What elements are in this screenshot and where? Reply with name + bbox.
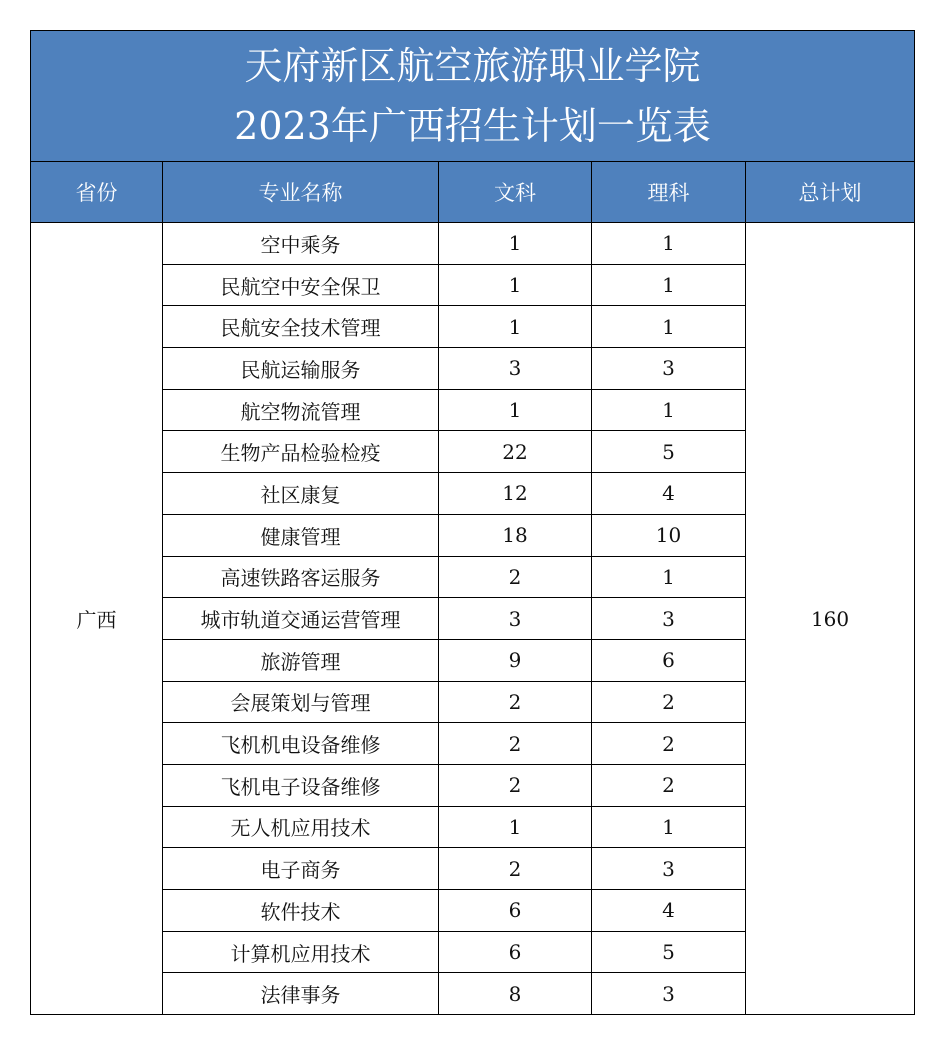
science-cell: 2 <box>592 723 746 765</box>
header-province: 省份 <box>31 162 163 223</box>
major-cell: 城市轨道交通运营管理 <box>163 598 439 640</box>
table-row <box>31 223 915 265</box>
liberal-arts-cell: 1 <box>439 223 592 265</box>
liberal-arts-cell: 18 <box>439 514 592 556</box>
science-cell: 1 <box>592 389 746 431</box>
major-cell: 民航安全技术管理 <box>163 306 439 348</box>
major-cell: 空中乘务 <box>163 223 439 265</box>
table-title <box>31 31 915 162</box>
science-cell: 6 <box>592 639 746 681</box>
science-cell: 3 <box>592 973 746 1015</box>
science-cell: 1 <box>592 306 746 348</box>
science-cell: 5 <box>592 931 746 973</box>
science-cell: 2 <box>592 764 746 806</box>
header-row <box>31 162 915 223</box>
major-cell: 高速铁路客运服务 <box>163 556 439 598</box>
major-cell: 飞机机电设备维修 <box>163 723 439 765</box>
science-cell: 2 <box>592 681 746 723</box>
science-cell: 1 <box>592 264 746 306</box>
major-cell: 无人机应用技术 <box>163 806 439 848</box>
liberal-arts-cell: 2 <box>439 764 592 806</box>
major-cell: 旅游管理 <box>163 639 439 681</box>
liberal-arts-cell: 3 <box>439 598 592 640</box>
major-cell: 会展策划与管理 <box>163 681 439 723</box>
liberal-arts-cell: 2 <box>439 556 592 598</box>
header-major: 专业名称 <box>163 162 439 223</box>
major-cell: 飞机电子设备维修 <box>163 764 439 806</box>
science-cell: 10 <box>592 514 746 556</box>
science-cell: 5 <box>592 431 746 473</box>
major-cell: 航空物流管理 <box>163 389 439 431</box>
science-cell: 1 <box>592 806 746 848</box>
liberal-arts-cell: 1 <box>439 306 592 348</box>
liberal-arts-cell: 2 <box>439 723 592 765</box>
total-plan-cell: 160 <box>746 223 915 1015</box>
major-cell: 健康管理 <box>163 514 439 556</box>
major-cell: 民航运输服务 <box>163 348 439 390</box>
major-cell: 民航空中安全保卫 <box>163 264 439 306</box>
science-cell: 1 <box>592 556 746 598</box>
major-cell: 社区康复 <box>163 473 439 515</box>
major-cell: 软件技术 <box>163 890 439 932</box>
liberal-arts-cell: 1 <box>439 389 592 431</box>
admission-plan-table <box>30 30 915 1015</box>
liberal-arts-cell: 22 <box>439 431 592 473</box>
liberal-arts-cell: 2 <box>439 681 592 723</box>
science-cell: 3 <box>592 848 746 890</box>
title-line-2: 2023年广西招生计划一览表 <box>234 104 711 148</box>
province-cell: 广西 <box>31 223 163 1015</box>
liberal-arts-cell: 1 <box>439 806 592 848</box>
science-cell: 3 <box>592 598 746 640</box>
science-cell: 3 <box>592 348 746 390</box>
science-cell: 4 <box>592 890 746 932</box>
major-cell: 电子商务 <box>163 848 439 890</box>
liberal-arts-cell: 8 <box>439 973 592 1015</box>
major-cell: 法律事务 <box>163 973 439 1015</box>
liberal-arts-cell: 6 <box>439 890 592 932</box>
liberal-arts-cell: 2 <box>439 848 592 890</box>
science-cell: 1 <box>592 223 746 265</box>
liberal-arts-cell: 3 <box>439 348 592 390</box>
liberal-arts-cell: 1 <box>439 264 592 306</box>
header-liberal-arts: 文科 <box>439 162 592 223</box>
science-cell: 4 <box>592 473 746 515</box>
liberal-arts-cell: 12 <box>439 473 592 515</box>
title-line-1: 天府新区航空旅游职业学院 <box>244 44 701 88</box>
major-cell: 计算机应用技术 <box>163 931 439 973</box>
liberal-arts-cell: 9 <box>439 639 592 681</box>
major-cell: 生物产品检验检疫 <box>163 431 439 473</box>
admission-plan-sheet <box>30 30 914 1015</box>
header-science: 理科 <box>592 162 746 223</box>
liberal-arts-cell: 6 <box>439 931 592 973</box>
header-total-plan: 总计划 <box>746 162 915 223</box>
